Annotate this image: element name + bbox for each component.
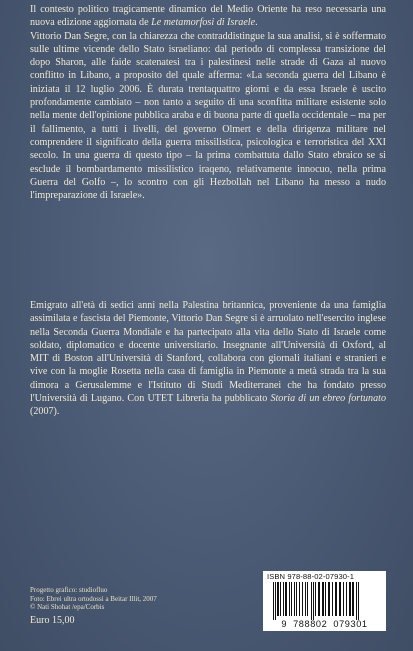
- barcode-bar: [315, 582, 316, 616]
- ean-left-group: 788802: [293, 619, 328, 629]
- barcode-bar: [294, 582, 295, 616]
- credits-block: [30, 586, 230, 612]
- barcode-bar: [291, 582, 292, 616]
- barcode-bar: [296, 582, 297, 616]
- isbn-label: ISBN 978-88-02-07930-1: [267, 572, 355, 581]
- barcode-bar: [277, 582, 279, 616]
- barcode-bar: [275, 582, 276, 620]
- synopsis-paragraph-1: [30, 3, 386, 30]
- barcode: [263, 571, 386, 631]
- biography-paragraph: [30, 299, 386, 419]
- barcode-bar: [307, 582, 308, 616]
- barcode-bar: [302, 582, 303, 616]
- barcode-bar: [346, 582, 347, 616]
- barcode-bar: [280, 582, 281, 616]
- barcode-bar: [311, 582, 312, 620]
- barcode-bar: [335, 582, 337, 616]
- barcode-bar: [349, 582, 351, 616]
- barcode-bar: [283, 582, 284, 616]
- barcode-bar: [299, 582, 300, 616]
- book-title-storia: Storia di un ebreo fortunato: [270, 393, 386, 405]
- price-label: Euro 15,00: [30, 615, 75, 626]
- barcode-bar: [322, 582, 324, 616]
- barcode-bar: [328, 582, 330, 616]
- biography-year: (2007).: [30, 406, 60, 418]
- book-title-metamorfosi: Le metamorfosi di Israele: [151, 17, 256, 29]
- barcode-bar: [358, 582, 359, 620]
- barcode-bars: [271, 582, 379, 620]
- ean-right-group: 079301: [333, 619, 368, 629]
- synopsis-paragraph-2: Vittorio Dan Segre, con la chiarezza che contraddistingue la sua analisi, si è soffermato sulle ultime vicende dello Stato israeliano: dal periodo di complessa transizione del dopo Sharon, alle faide scatenatesi tra i palestinesi nelle strade di Gaza al nuovo conflitto in Libano, a proposito del quale afferma: «La seconda guerra del Libano è iniziata il 12 luglio 2006. È durata trentaquattro giorni e da essa Israele è uscito profondamente cambiato – non tanto a seguito di una sconfitta militare esistente solo nella mente dell'opinione pubblica araba e di buona parte di quella occidentale – ma per il fallimento, a tutti i livelli, del governo Olmert e della dirigenza militare nel comprendere il significato della guerra missilistica, psicologica e terroristica del XXI secolo. In una guerra di questo tipo – la prima combattuta dallo Stato ebraico se si esclude il bombardamento missilistico iraqeno, relativamente innocuo, nella prima Guerra del Golfo –, lo scontro con gli Hezbollah nel Libano ha messo a nudo l'impreparazione di Israele».: [30, 30, 386, 202]
- author-biography: [30, 299, 386, 419]
- barcode-bar: [343, 582, 344, 616]
- barcode-bar: [313, 582, 314, 620]
- barcode-bar: [285, 582, 287, 616]
- barcode-bar: [305, 582, 306, 616]
- copyright-credit: © Nati Shohat /epa/Corbis: [30, 603, 105, 612]
- barcode-bar: [318, 582, 320, 616]
- barcode-bar: [325, 582, 326, 616]
- barcode-bar: [352, 582, 354, 616]
- barcode-bar: [339, 582, 341, 616]
- synopsis-punct: .: [255, 17, 258, 29]
- design-credit: Progetto grafico: studiofluo: [30, 586, 108, 594]
- barcode-bar: [356, 582, 357, 620]
- photo-credit: Foto: Ebrei ultra ortodossi a Beitar Illit, 2007: [30, 594, 157, 603]
- barcode-bar: [273, 582, 274, 620]
- ean-digits: [263, 619, 386, 629]
- barcode-bar: [332, 582, 333, 616]
- synopsis-block: [30, 3, 386, 202]
- biography-text: Emigrato all'età di sedici anni nella Palestina britannica, proveniente da una famiglia assimilata e fascista del Piemonte, Vittorio Dan Segre si è arruolato nell'esercito inglese nella Seconda Guerra Mondiale e ha partecipato alla vita dello Stato di Israele come soldato, diplomatico e docente universitario. Insegnante all'Università di Oxford, al MIT di Boston all'Università di Stanford, collabora con giornali italiani e stranieri e vive con la moglie Rosetta nella casa di famiglia in Piemonte a metà strada tra la sua dimora a Gerusalemme e l'Istituto di Studi Mediterranei che ha fondato presso l'Università di Lugano. Con UTET Libreria ha pubblicato: [30, 300, 386, 405]
- ean-first-digit: 9: [281, 619, 288, 629]
- synopsis-text: Il contesto politico tragicamente dinamico del Medio Oriente ha reso necessaria una nuova edizione aggiornata de: [30, 4, 386, 29]
- barcode-bar: [289, 582, 290, 616]
